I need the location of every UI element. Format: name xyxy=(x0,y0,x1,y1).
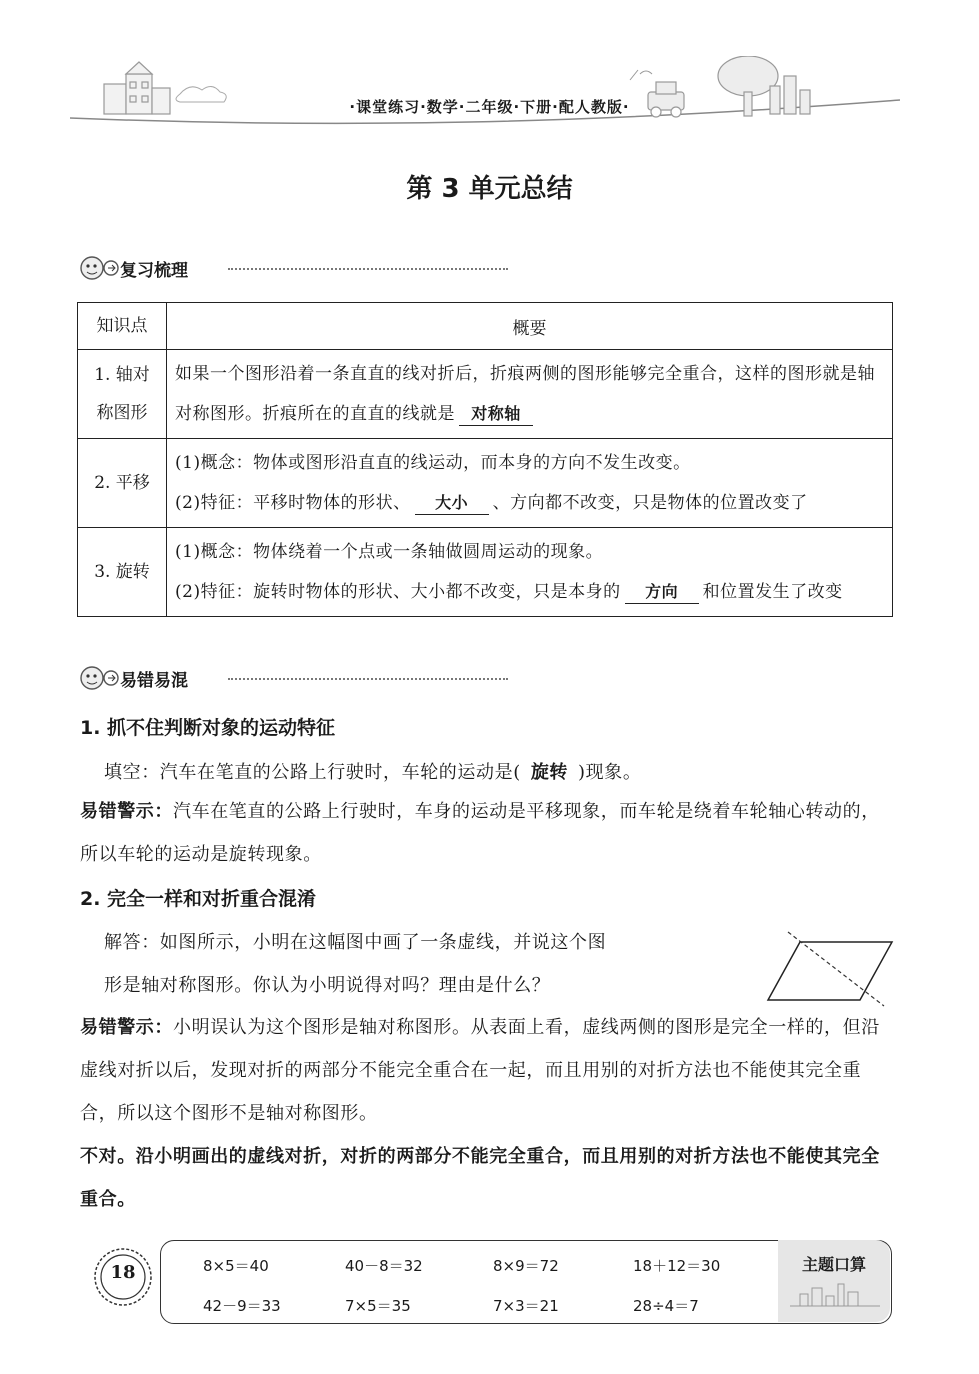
summary-line: (1)概念：物体绕着一个点或一条轴做圆周运动的现象。 xyxy=(175,542,604,562)
item1-question xyxy=(80,751,895,794)
calc-item: 40－8＝32 xyxy=(345,1257,423,1275)
answer-blank: 方向 xyxy=(625,581,699,604)
summary-text: 、方向都不改变，只是物体的位置改变了 xyxy=(492,493,808,513)
table-header-topic: 知识点 xyxy=(78,303,167,350)
item2-warning xyxy=(80,1006,895,1135)
calc-item: 7×3＝21 xyxy=(493,1297,559,1315)
warning-label: 易错警示： xyxy=(80,801,173,822)
topic-cell: 3. 旋转 xyxy=(78,528,167,617)
warning-text: 小明误认为这个图形是轴对称图形。从表面上看，虚线两侧的图形是完全一样的，但沿虚线对折以后，发现对折的两部分不能完全重合在一起，而且用别的对折方法也不能使其完全重合，所以这个图形不是轴对称图形。 xyxy=(80,1017,880,1124)
table-row xyxy=(78,350,893,439)
summary-text: 如果一个图形沿着一条直直的线对折后，折痕两侧的图形能够完全重合，这样的图形就是轴对称图形。折痕所在的直直的线就是 xyxy=(175,364,875,424)
warning-label: 易错警示： xyxy=(80,1017,173,1038)
question-answer: 旋转 xyxy=(530,762,569,783)
item1-title: 1. 抓不住判断对象的运动特征 xyxy=(80,717,336,739)
summary-line xyxy=(175,483,884,523)
summary-line xyxy=(175,572,884,612)
question-line: 形是轴对称图形。你认为小明说得对吗？理由是什么？ xyxy=(104,975,551,996)
section-mistakes-label: 易错易混 xyxy=(120,671,188,691)
calc-item: 42－9＝33 xyxy=(203,1297,281,1315)
table-row xyxy=(78,439,893,528)
section-mistakes-header xyxy=(78,660,438,696)
item2-answer: 不对。沿小明画出的虚线对折，对折的两部分不能完全重合，而且用别的对折方法也不能使其完全重合。 xyxy=(80,1146,880,1210)
topic-cell: 1. 轴对称图形 xyxy=(78,350,167,439)
page-number: 18 xyxy=(110,1262,136,1283)
mascot-icon xyxy=(78,250,122,286)
calc-item: 7×5＝35 xyxy=(345,1297,411,1315)
mascot-icon xyxy=(78,660,122,696)
summary-text: 和位置发生了改变 xyxy=(702,582,843,602)
answer-blank: 对称轴 xyxy=(459,403,533,426)
summary-line: (1)概念：物体或图形沿直直的线运动，而本身的方向不发生改变。 xyxy=(175,453,691,473)
table-header-row xyxy=(78,303,893,350)
summary-cell xyxy=(167,528,893,617)
calc-item: 28÷4＝7 xyxy=(633,1297,699,1315)
calc-item: 8×9＝72 xyxy=(493,1257,559,1275)
calc-item: 8×5＝40 xyxy=(203,1257,269,1275)
warning-text: 汽车在笔直的公路上行驶时，车身的运动是平移现象，而车轮是绕着车轮轴心转动的，所以车轮的运动是旋转现象。 xyxy=(80,801,880,865)
summary-cell xyxy=(167,439,893,528)
topic-cell: 2. 平移 xyxy=(78,439,167,528)
dotted-divider xyxy=(228,268,508,270)
mental-math-label: 主题口算 xyxy=(801,1255,866,1274)
item2-title: 2. 完全一样和对折重合混淆 xyxy=(80,888,317,910)
page-title: 第 3 单元总结 xyxy=(406,174,573,204)
summary-cell xyxy=(167,350,893,439)
question-line: 解答：如图所示，小明在这幅图中画了一条虚线，并说这个图 xyxy=(104,932,607,953)
parallelogram-figure xyxy=(760,928,900,1008)
city-skyline-icon xyxy=(790,1282,880,1308)
summary-text: (2)特征：平移时物体的形状、 xyxy=(175,493,411,513)
review-table xyxy=(77,302,893,617)
table-header-summary: 概要 xyxy=(167,303,893,350)
mental-math-tag xyxy=(778,1240,890,1322)
section-review-label: 复习梳理 xyxy=(120,261,188,281)
question-text: )现象。 xyxy=(578,762,642,783)
calc-item: 18＋12＝30 xyxy=(633,1257,721,1275)
question-text: 填空：汽车在笔直的公路上行驶时，车轮的运动是( xyxy=(104,762,521,783)
section-review-header xyxy=(78,250,438,286)
header-series-title: ·课堂练习·数学·二年级·下册·配人教版· xyxy=(349,98,630,116)
item2-question xyxy=(80,921,784,1007)
dotted-divider xyxy=(228,678,508,680)
item1-warning xyxy=(80,790,895,876)
table-row xyxy=(78,528,893,617)
answer-blank: 大小 xyxy=(415,492,489,515)
summary-text: (2)特征：旋转时物体的形状、大小都不改变，只是本身的 xyxy=(175,582,621,602)
